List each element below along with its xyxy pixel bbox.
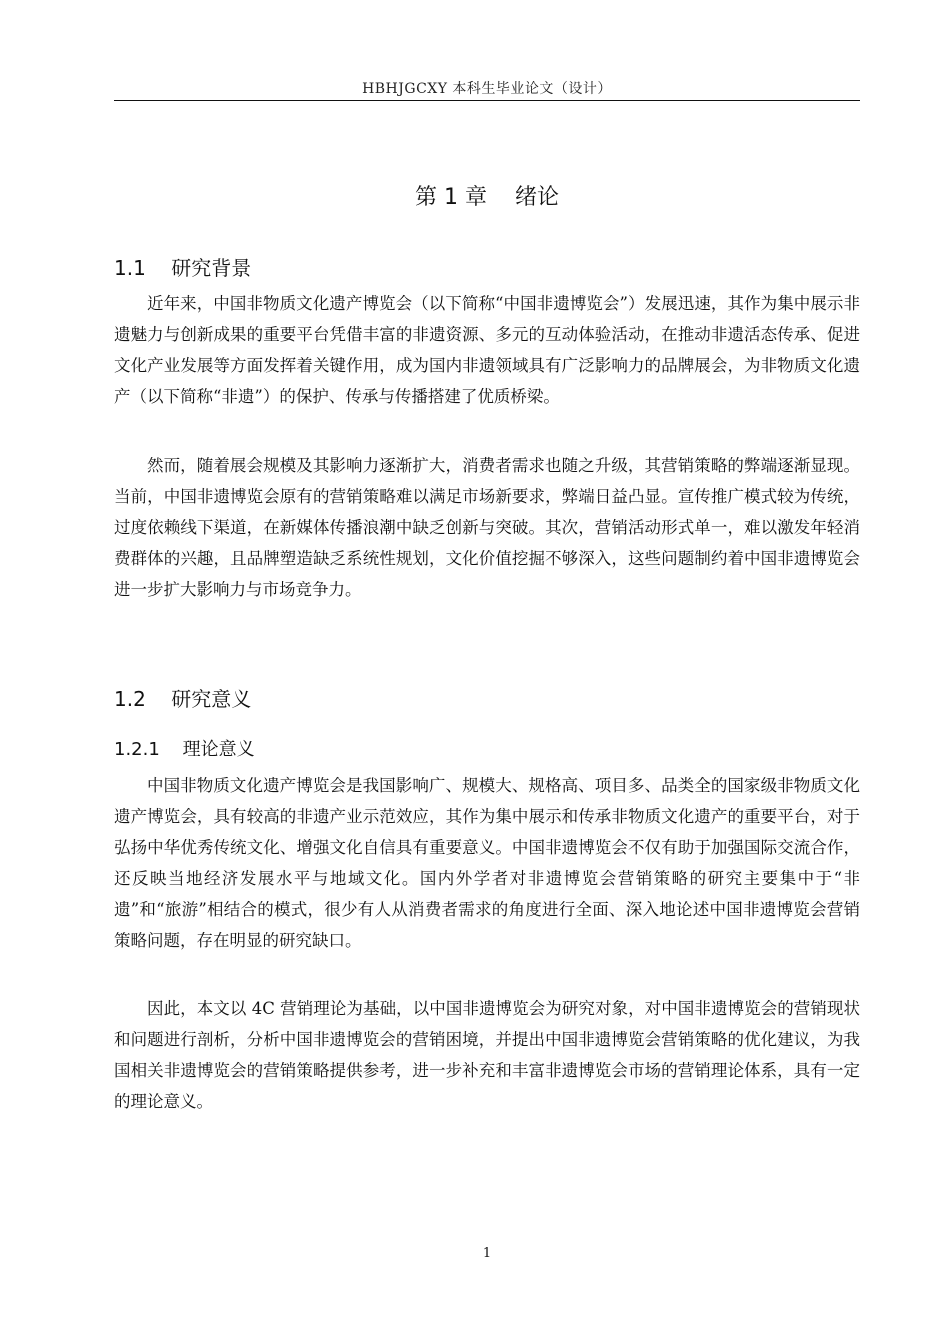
subsection-heading-1-2-1: 1.2.1 理论意义 [114, 739, 255, 760]
section-heading-1-1: 1.1 研究背景 [114, 256, 252, 280]
paragraph-background-2: 然而，随着展会规模及其影响力逐渐扩大，消费者需求也随之升级，其营销策略的弊端逐渐显现。当前，中国非遗博览会原有的营销策略难以满足市场新要求，弊端日益凸显。宣传推广模式较为传统，过度依赖线下渠道，在新媒体传播浪潮中缺乏创新与突破。其次，营销活动形式单一，难以激发年轻消费群体的兴趣，且品牌塑造缺乏系统性规划，文化价值挖掘不够深入，这些问题制约着中国非遗博览会进一步扩大影响力与市场竞争力。 [114, 456, 860, 599]
paragraph-theory-2: 因此，本文以 4C 营销理论为基础，以中国非遗博览会为研究对象，对中国非遗博览会的营销现状和问题进行剖析，分析中国非遗博览会的营销困境，并提出中国非遗博览会营销策略的优化建议，为我国相关非遗博览会的营销策略提供参考，进一步补充和丰富非遗博览会市场的营销理论体系，具有一定的理论意义。 [114, 999, 860, 1111]
paragraph-theory-1: 中国非物质文化遗产博览会是我国影响广、规模大、规格高、项目多、品类全的国家级非物质文化遗产博览会，具有较高的非遗产业示范效应，其作为集中展示和传承非物质文化遗产的重要平台，对于弘扬中华优秀传统文化、增强文化自信具有重要意义。中国非遗博览会不仅有助于加强国际交流合作，还反映当地经济发展水平与地域文化。国内外学者对非遗博览会营销策略的研究主要集中于“非遗”和“旅游”相结合的模式，很少有人从消费者需求的角度进行全面、深入地论述中国非遗博览会营销策略问题，存在明显的研究缺口。 [114, 776, 860, 950]
header-rule [114, 100, 860, 101]
page-number: 1 [482, 1246, 492, 1261]
running-header: HBHJGCXY 本科生毕业论文（设计） [362, 81, 612, 97]
chapter-title: 第 1 章 绪论 [415, 185, 559, 210]
paragraph-background-1: 近年来，中国非物质文化遗产博览会（以下简称“中国非遗博览会”）发展迅速，其作为集中展示非遗魅力与创新成果的重要平台凭借丰富的非遗资源、多元的互动体验活动，在推动非遗活态传承、促进文化产业发展等方面发挥着关键作用，成为国内非遗领域具有广泛影响力的品牌展会，为非物质文化遗产（以下简称“非遗”）的保护、传承与传播搭建了优质桥梁。 [114, 294, 860, 406]
section-heading-1-2: 1.2 研究意义 [114, 687, 252, 711]
